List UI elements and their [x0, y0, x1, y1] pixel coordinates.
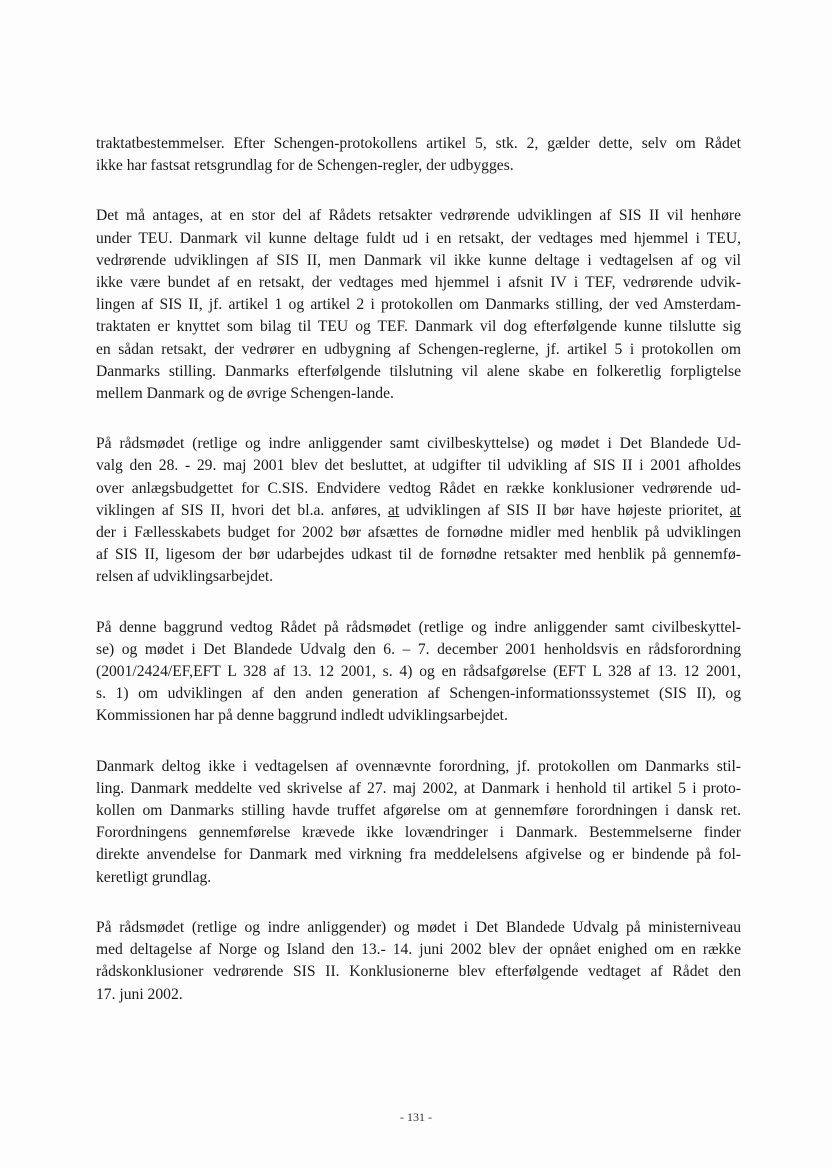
text-line: s. 1) om udviklingen af den anden generation af Schengen-informationssystemet (SIS II), og — [96, 685, 741, 703]
text-line: relsen af udviklingsarbejdet. — [96, 568, 274, 586]
text-line: Danmark deltog ikke i vedtagelsen af ovennævnte forordning, jf. protokollen om Danmarks stil- — [96, 757, 741, 775]
text-line: med deltagelse af Norge og Island den 13.- 14. juni 2002 blev der opnået enighed om en række — [96, 941, 741, 959]
text-line: ikke være bundet af en retsakt, der vedtages med hjemmel i afsnit IV i TEF, vedrørende udvik- — [96, 274, 741, 292]
text-line: Danmarks stilling. Danmarks efterfølgende tilslutning vil alene skabe en folkeretlig forpligtelse — [96, 362, 741, 380]
text-line: 17. juni 2002. — [96, 985, 183, 1003]
text-line: se) og mødet i Det Blandede Udvalg den 6. – 7. december 2001 henholdsvis en rådsforordning — [96, 640, 741, 658]
text-line: vedrørende udviklingen af SIS II, men Danmark vil ikke kunne deltage i vedtagelsen af og vil — [96, 251, 741, 269]
text-line: På denne baggrund vedtog Rådet på rådsmødet (retlige og indre anliggender samt civilbeskyttel- — [96, 618, 741, 636]
text-line: en sådan retsakt, der vedrører en udbygning af Schengen-reglerne, jf. artikel 5 i protokollen om — [96, 340, 741, 358]
text-line: mellem Danmark og de øvrige Schengen-lande. — [96, 385, 394, 403]
text-line: der i Fællesskabets budget for 2002 bør afsættes de fornødne midler med henblik på udviklingen — [96, 524, 741, 542]
paragraph-1 — [96, 133, 741, 177]
text-line: traktatbestemmelser. Efter Schengen-protokollens artikel 5, stk. 2, gælder dette, selv om Rådet — [96, 135, 741, 152]
text-line-with-underline — [96, 500, 741, 522]
paragraph-6 — [96, 917, 741, 1006]
text-line: På rådsmødet (retlige og indre anliggender samt civilbeskyttelse) og mødet i Det Blandede Ud- — [96, 435, 741, 453]
text-line: af SIS II, ligesom der bør udarbejdes udkast til de fornødne retsakter med henblik på gennemfø- — [96, 546, 741, 564]
text-line: lingen af SIS II, jf. artikel 1 og artikel 2 i protokollen om Danmarks stilling, der ved Amsterdam- — [96, 296, 741, 314]
underlined-at: at — [387, 501, 400, 519]
line-middle: udviklingen af SIS II bør have højeste prioritet, — [399, 501, 730, 519]
text-line: Forordningens gennemførelse krævede ikke lovændringer i Danmark. Bestemmelserne finder — [96, 824, 741, 842]
paragraph-2 — [96, 205, 741, 405]
text-line: direkte anvendelse for Danmark med virkning fra meddelelsens afgivelse og er bindende på fol- — [96, 846, 741, 864]
text-line: valg den 28. - 29. maj 2001 blev det besluttet, at udgifter til udvikling af SIS II i 2001 afholdes — [96, 457, 741, 475]
text-line: over anlægsbudgettet for C.SIS. Endvidere vedtog Rådet en række konklusioner vedrørende ud- — [96, 479, 741, 497]
paragraph-5 — [96, 756, 741, 889]
text-line: ling. Danmark meddelte ved skrivelse af 27. maj 2002, at Danmark i henhold til artikel 5 i proto- — [96, 779, 741, 797]
text-line: under TEU. Danmark vil kunne deltage fuldt ud i en retsakt, der vedtages med hjemmel i TEU, — [96, 229, 741, 247]
text-line: kollen om Danmarks stilling havde truffet afgørelse om at gennemføre forordningen i dansk ret. — [96, 802, 741, 820]
text-line: traktaten er knyttet som bilag til TEU og TEF. Danmark vil dog efterfølgende kunne tilslutte sig — [96, 318, 741, 336]
text-line: ikke har fastsat retsgrundlag for de Schengen-regler, der udbygges. — [96, 157, 514, 175]
text-line: (2001/2424/EF,EFT L 328 af 13. 12 2001, s. 4) og en rådsafgørelse (EFT L 328 af 13. 12 2001, — [96, 663, 741, 681]
text-line: rådskonklusioner vedrørende SIS II. Konklusionerne blev efterfølgende vedtaget af Rådet den — [96, 963, 741, 981]
text-line: Kommissionen har på denne baggrund indledt udviklingsarbejdet. — [96, 707, 508, 725]
text-line: keretligt grundlag. — [96, 868, 212, 886]
document-body — [96, 133, 741, 1034]
text-line: På rådsmødet (retlige og indre anliggender) og mødet i Det Blandede Udvalg på ministerniveau — [96, 918, 741, 936]
paragraph-3 — [96, 433, 741, 588]
paragraph-4 — [96, 617, 741, 728]
line-start: viklingen af SIS II, hvori det bl.a. anføres, — [96, 501, 388, 519]
text-line: Det må antages, at en stor del af Rådets retsakter vedrørende udviklingen af SIS II vil henhøre — [96, 207, 741, 225]
underlined-at: at — [729, 501, 741, 519]
page-number: - 131 - — [400, 1110, 432, 1124]
